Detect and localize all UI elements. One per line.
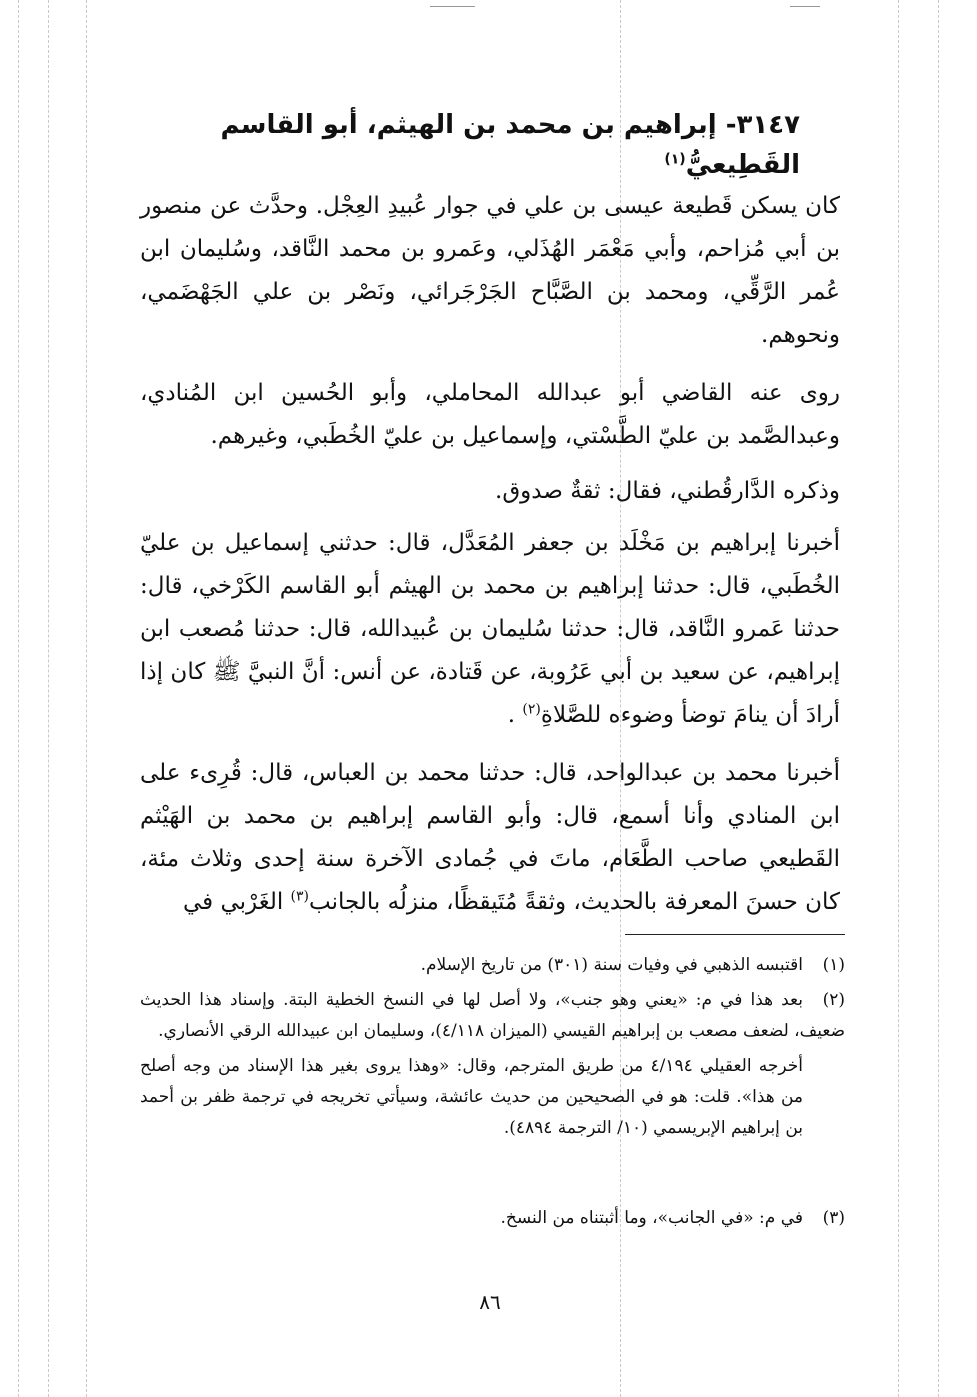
- footnote-divider: [625, 934, 845, 935]
- scan-mark: [790, 6, 820, 7]
- scan-guide-line: [48, 0, 49, 1397]
- scan-guide-line: [938, 0, 939, 1397]
- footnote-text: اقتبسه الذهبي في وفيات سنة (٣٠١) من تاريخ الإسلام.: [420, 955, 803, 975]
- paragraph-text: [140, 752, 840, 924]
- hadith-tail: .: [507, 702, 516, 728]
- death-paragraph: [140, 752, 840, 924]
- scan-guide-line: [86, 0, 87, 1397]
- footnote-ref: (٢): [522, 701, 541, 718]
- footnote-1: [140, 950, 845, 981]
- footnote-text: في م: «في الجانب»، وما أثبتناه من النسخ.: [500, 1208, 803, 1228]
- death-tail: الغَرْبي في: [183, 889, 284, 915]
- entry-title-text: ٣١٤٧- إبراهيم بن محمد بن الهيثم، أبو القاسم القَطِيعيُّ: [220, 110, 800, 180]
- footnote-number: (٣): [822, 1208, 845, 1228]
- footnote-3: [140, 1203, 845, 1234]
- footnote-text: أخرجه العقيلي ٤/١٩٤ من طريق المترجم، وقال: «وهذا يروى بغير هذا الإسناد من وجه أصلح من هذا». قلت: هو في الصحيحين من حديث عائشة، وسيأتي تخريجه في ترجمة ظفر بن أحمد بن إبراهيم الإبريسمي (١٠/ الترجمة ٤٨٩٤).: [140, 1056, 803, 1138]
- entry-title: [150, 105, 800, 185]
- scan-guide-line: [898, 0, 899, 1397]
- paragraph-text: وذكره الدَّارقُطني، فقال: ثقةٌ صدوق.: [495, 478, 840, 504]
- scan-guide-line: [18, 0, 19, 1397]
- hadith-text: أخبرنا إبراهيم بن مَخْلَد بن جعفر المُعَدَّل، قال: حدثني إسماعيل بن عليّ الخُطَبي، قال: حدثنا إبراهيم بن محمد بن الهيثم أبو القاسم الكَرْخي، قال: حدثنا عَمرو النَّاقد، قال: حدثنا سُليمان بن عُبيدالله، قال: حدثنا مُصعب ابن إبراهيم، عن سعيد بن أبي عَرُوبة، عن قَتادة، عن أنس: أنَّ النبيَّ ﷺ كان إذا أرادَ أن ينامَ توضأ وضوءه للصَّلاةِ: [140, 530, 840, 728]
- narrators-paragraph: [140, 372, 840, 458]
- scan-mark: [430, 6, 475, 7]
- footnote-text: بعد هذا في م: «يعني وهو جنب»، ولا أصل لها في النسخ الخطية البتة. وإسناد هذا الحديث ضعيف، لضعف مصعب بن إبراهيم القيسي (الميزان ٤/١١٨)، وسليمان ابن عبيدالله الرقي الأنصاري.: [140, 990, 845, 1041]
- footnote-ref: (١): [664, 151, 686, 168]
- page-number: ٨٦: [479, 1290, 501, 1314]
- footnote-number: (١): [822, 955, 845, 975]
- paragraph-text: كان يسكن قَطيعة عيسى بن علي في جوار عُبيدِ العِجْل. وحدَّث عن منصور بن أبي مُزاحم، وأبي مَعْمَر الهُذَلي، وعَمرو بن محمد النَّاقد، وسُليمان ابن عُمر الرَّقِّي، ومحمد بن الصَّبَّاح الجَرْجَرائي، ونَصْر بن علي الجَهْضَمي، ونحوهم.: [140, 193, 840, 348]
- paragraph-text: [140, 522, 840, 737]
- death-text: أخبرنا محمد بن عبدالواحد، قال: حدثنا محمد بن العباس، قال: قُرِىء على ابن المنادي وأنا أسمع، قال: وأبو القاسم إبراهيم بن محمد بن الهَيْثم القَطيعي صاحب الطَّعَام، ماتَ في جُمادى الآخرة سنة إحدى وثلاث مئة، كان حسنَ المعرفة بالحديث، وثقةً مُتَيقظًا، منزلُه بالجانب: [140, 760, 840, 915]
- footnote-2: [140, 985, 845, 1144]
- paragraph-text: روى عنه القاضي أبو عبدالله المحاملي، وأبو الحُسين ابن المُنادي، وعبدالصَّمد بن عليّ الطَّسْتي، وإسماعيل بن عليّ الخُطَبي، وغيرهم.: [140, 380, 840, 449]
- footnote-ref: (٣): [290, 888, 310, 905]
- grading-paragraph: [140, 470, 840, 513]
- hadith-paragraph: [140, 522, 840, 737]
- footnote-number: (٢): [822, 990, 845, 1010]
- biography-paragraph: [140, 185, 840, 357]
